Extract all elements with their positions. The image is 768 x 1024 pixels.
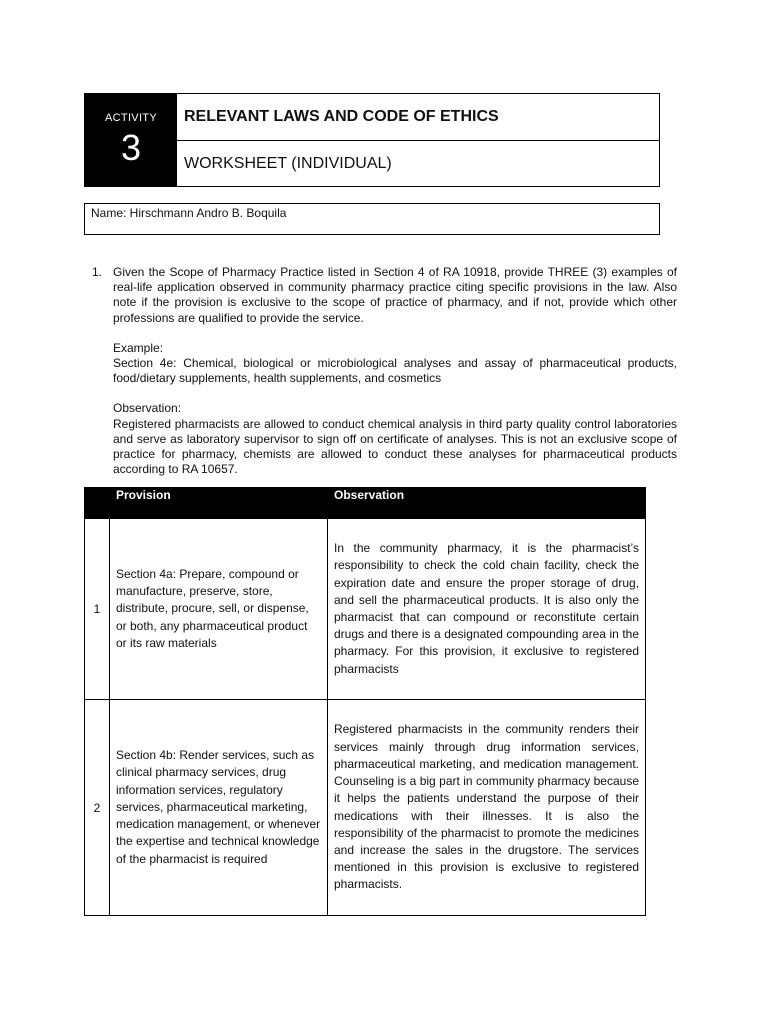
observation-label: Observation:	[113, 401, 182, 416]
activity-label: ACTIVITY	[105, 112, 157, 124]
student-name-field: Name: Hirschmann Andro B. Boquila	[84, 203, 660, 235]
row-observation: In the community pharmacy, it is the pharmacist’s responsibility to check the cold chain facility, check the expiration date and ensure the proper storage of drug, and sell the pharmaceutical products. It is also only the pharmacist that can compound or reconstitute certain drugs and there is a designated compounding area in the pharmacy. For this provision, it exclusive to registered pharmacists	[328, 519, 646, 700]
row-provision: Section 4a: Prepare, compound or manufacture, preserve, store, distribute, procure, sell, or dispense, or both, any pharmaceutical product or its raw materials	[110, 519, 328, 700]
example-label: Example:	[113, 340, 164, 355]
row-observation: Registered pharmacists in the community renders their services mainly through drug information services, pharmaceutical marketing, and medication management. Counseling is a big part in community pharmacy because it helps the patients understand the purpose of their medications with their illnesses. It is also the responsibility of the pharmacist to promote the medicines and increase the sales in the drugstore. The services mentioned in this provision is exclusive to registered pharmacists.	[328, 700, 646, 916]
table-header-row	[85, 488, 646, 519]
table-row	[85, 700, 646, 916]
row-provision: Section 4b: Render services, such as clinical pharmacy services, drug information services, regulatory services, pharmaceutical marketing, medication management, or whenever the expertise and technical knowledge of the pharmacist is required	[110, 700, 328, 916]
table-row	[85, 519, 646, 700]
question-number: 1.	[92, 265, 103, 279]
observation-text: Registered pharmacists are allowed to conduct chemical analysis in third party quality control laboratories and serve as laboratory supervisor to sign off on certificate of analyses. This is not an exclusive scope of practice for pharmacy, chemists are allowed to conduct these analyses for pharmaceutical products according to RA 10657.	[113, 416, 677, 477]
header-provision: Provision	[110, 488, 328, 519]
activity-badge	[85, 94, 177, 186]
header-observation: Observation	[328, 488, 646, 519]
question-text: Given the Scope of Pharmacy Practice listed in Section 4 of RA 10918, provide THREE (3) examples of real-life application observed in community pharmacy practice citing specific provisions in the law. Also note if the provision is exclusive to the scope of practice of pharmacy, and if not, provide which other professions are qualified to provide the service.	[113, 265, 677, 325]
example-text: Section 4e: Chemical, biological or microbiological analyses and assay of pharmaceutical products, food/dietary supplements, health supplements, and cosmetics	[113, 356, 677, 386]
activity-number: 3	[120, 127, 142, 168]
row-number: 1	[85, 519, 110, 700]
activity-header	[84, 93, 660, 187]
header-title-column	[177, 94, 659, 186]
header-number	[85, 488, 110, 519]
worksheet-subtitle: WORKSHEET (INDIVIDUAL)	[184, 154, 392, 172]
provision-table	[84, 487, 646, 916]
row-number: 2	[85, 700, 110, 916]
question-body	[113, 265, 677, 477]
worksheet-title: RELEVANT LAWS AND CODE OF ETHICS	[177, 94, 659, 141]
